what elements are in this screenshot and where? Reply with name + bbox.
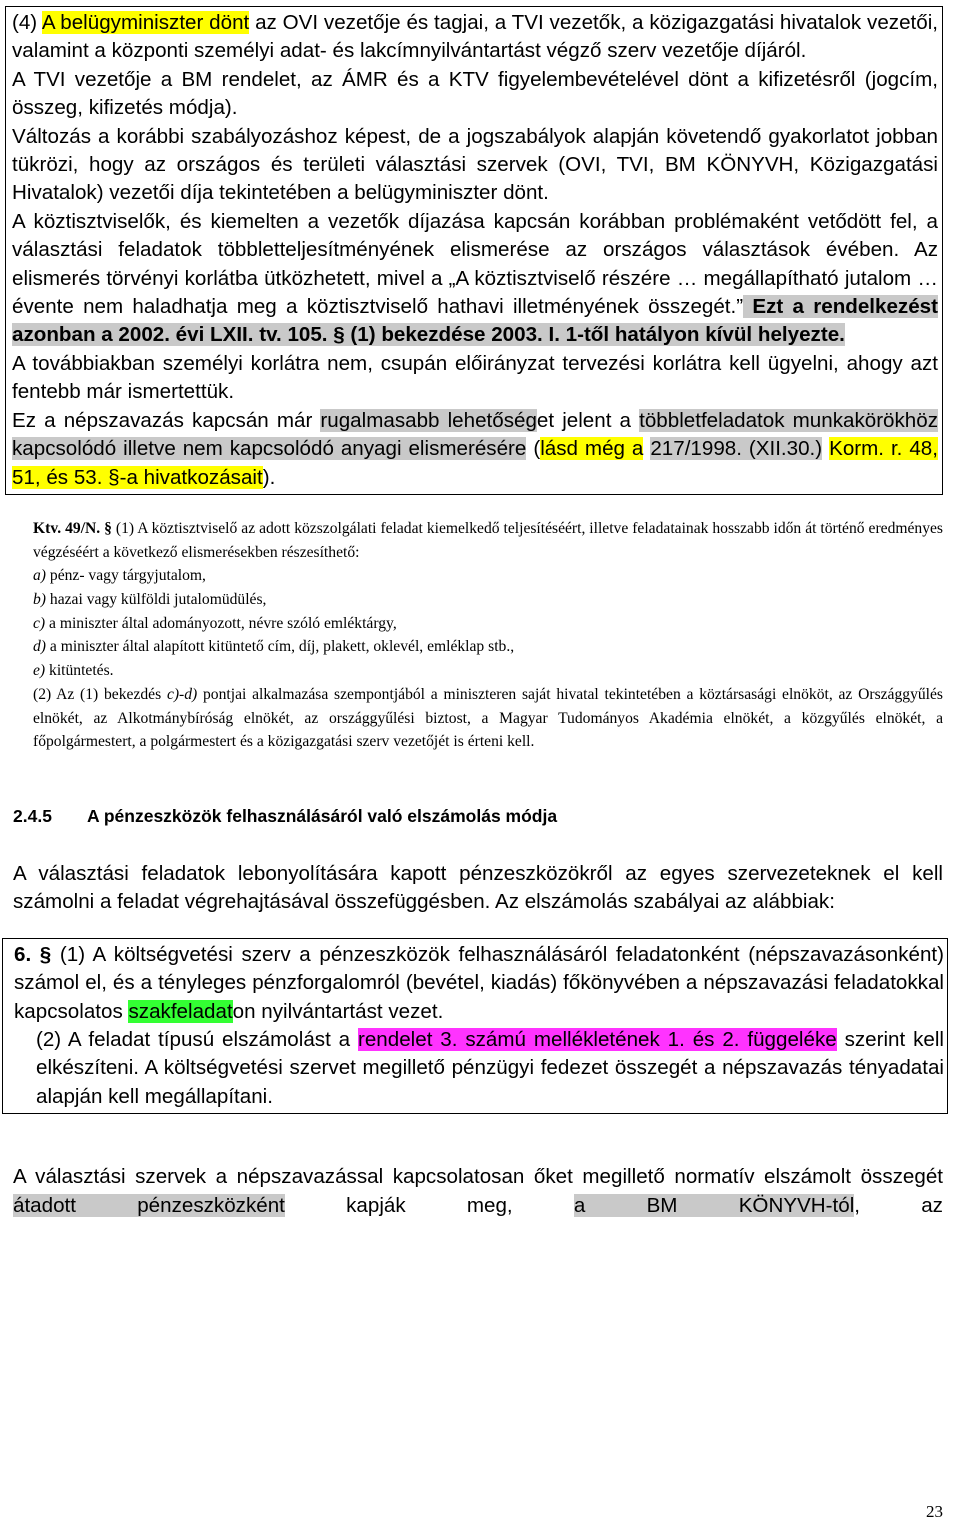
text: az OVI vezetője és tagjai, a TVI vezetők, a közigazgatási hivatalok vezetői, valamint a központi személyi adat- és lakcímnyilvántartást végző szerv vezetője díjáról.	[12, 11, 938, 63]
text: Az elismerés törvényi korlátba ütközhetett, mivel a „A köztisztviselő részére … megállapítható jutalom … évente nem haladhatja meg a köztisztviselő hathavi illetményének összegét.”	[12, 238, 938, 319]
text: , az	[854, 1193, 943, 1217]
ktv-reference: Ktv. 49/N. §	[33, 519, 112, 537]
paragraph-officials	[12, 208, 938, 350]
text: et jelent a	[536, 408, 640, 432]
paragraph-change: Változás a korábbi szabályozáshoz képest, de a jogszabályok alapján követendő gyakorlatot jobban tükrözi, hogy az országos és területi választási szervek (OVI, TVI, BM KÖNYVH, Közigazgatási Hivatalok) vezetői díja tekintetében a belügyminiszter dönt.	[12, 124, 938, 205]
item-key: b)	[33, 591, 46, 609]
text: Ez a népszavazás kapcsán már	[12, 408, 321, 432]
bold-highlight: Ezt a rendelkezést azonban a 2002. évi LXII. tv. 105. § (1) bekezdése 2003. I. 1-től hatályon kívül helyezte.	[12, 295, 938, 347]
highlight-green: szakfeladat	[128, 999, 233, 1023]
item-key: a)	[33, 567, 46, 585]
item-key: c)-d)	[166, 685, 198, 703]
highlight-yellow: A belügyminiszter dönt	[41, 11, 250, 34]
text: pontjai alkalmazása szempontjából a miniszteren saját hivatal tekintetében a köztársasági elnököt, az Országgyűlés elnökét, az Alkotmánybíróság elnökét, az országgyűlési biztost, a Magyar Tudományos Akadémia elnökét, a közgyűlés elnökét, a főpolgármestert, a polgármestert és a közigazgatási szerv vezetőjét is érteni kell.	[33, 685, 943, 751]
text: on nyilvántartást vezet.	[232, 999, 444, 1023]
item-text: pénz- vagy tárgyjutalom,	[46, 567, 206, 585]
closing-paragraph	[13, 1163, 943, 1220]
highlight-grey: 217/1998. (XII.30.)	[650, 437, 823, 461]
paragraph-4	[12, 9, 938, 66]
ktv-item	[13, 635, 943, 659]
highlight-grey: a BM KÖNYVH-tól	[573, 1193, 855, 1217]
item-text: hazai vagy külföldi jutalomüdülés,	[46, 591, 267, 609]
highlight-magenta: rendelet 3. számú mellékletének 1. és 2. függeléke	[358, 1027, 837, 1051]
text: ).	[262, 465, 276, 489]
item-key: d)	[33, 638, 46, 656]
section-intro	[13, 860, 943, 917]
paragraph-further: A továbbiakban személyi korlátra nem, csupán előirányzat tervezési korlátra kell ügyelni, ahogy azt fentebb már ismertettük.	[12, 351, 938, 404]
ktv-paragraph-2	[13, 683, 943, 754]
highlight-yellow: lásd még a	[540, 437, 644, 461]
section-mark: 6. §	[14, 942, 52, 966]
section-title: A pénzeszközök felhasználásáról való elszámolás módja	[87, 805, 558, 826]
section-heading	[13, 804, 943, 828]
paragraph-referendum	[12, 407, 938, 492]
text: kapják meg,	[284, 1193, 574, 1217]
item-text: kitüntetés.	[45, 662, 114, 680]
ktv-item	[13, 588, 943, 612]
item-key: e)	[33, 662, 46, 680]
item-key: c)	[33, 614, 46, 632]
text: (1) A köztisztviselő az adott közszolgálati feladat kiemelkedő teljesítéséért, illetve feladatainak hosszabb időn át történő eredményes végzéséért a következő elismerésekben részesíthető:	[33, 519, 943, 561]
intro-text: A választási feladatok lebonyolítására kapott pénzeszközökről az egyes szervezeteknek el kell számolni a feladat végrehajtásával összefüggésben. Az elszámolás szabályai az alábbiak:	[13, 861, 943, 914]
paragraph-block-1	[5, 6, 943, 495]
page-number: 23	[926, 1502, 943, 1521]
box-paragraph-2	[3, 1026, 947, 1111]
box-paragraph-1	[3, 941, 947, 1026]
text: (2) A feladat típusú elszámolást a	[36, 1027, 358, 1051]
text: A köztisztviselők, és kiemelten a vezetők díjazása kapcsán korábban problémaként vetődött fel, a választási feladatok többletteljesítményének elismerése az országos választások évében.	[12, 209, 938, 262]
document-page	[13, 6, 943, 1220]
highlight-grey: átadott pénzeszközként	[13, 1193, 285, 1217]
section-number: 2.4.5	[13, 805, 52, 826]
ktv-item	[13, 612, 943, 636]
highlight-grey: rugalmasabb lehetőség	[320, 408, 537, 432]
closing-text	[13, 1163, 943, 1220]
text: (	[526, 437, 541, 461]
ktv-quote	[13, 517, 943, 754]
item-text: a miniszter által adományozott, névre szóló emléktárgy,	[45, 614, 397, 632]
paragraph-number: (4)	[12, 11, 42, 34]
ktv-paragraph-1	[13, 517, 943, 564]
highlight-yellow: Korm. r. 48, 51, és 53. §-a hivatkozásait	[12, 437, 938, 489]
text: (1) A költségvetési szerv a pénzeszközök felhasználásáról feladatonként (népszavazásonként) számol el, és a tényleges pénzforgalomról (bevétel, kiadás) főkönyvében a népszavazási feladatokkal kapcsolatos	[14, 942, 944, 1023]
text: A választási szervek a népszavazással kapcsolatosan őket megillető normatív elszámolt összegét	[13, 1165, 943, 1189]
text: szerint kell elkészíteni. A költségvetési szervet megillető pénzügyi fedezet összegét a népszavazás tényadatai alapján kell megállapítani.	[36, 1027, 945, 1108]
highlight-grey: többletfeladatok munkakörökhöz kapcsolódó illetve nem kapcsolódó anyagi elismerésére	[12, 408, 939, 461]
paragraph-tvi: A TVI vezetője a BM rendelet, az ÁMR és a KTV figyelembevételével dönt a kifizetésről (jogcím, összeg, kifizetés módja).	[12, 67, 938, 120]
item-text: a miniszter által alapított kitüntető cím, díj, plakett, oklevél, emléklap stb.,	[46, 638, 515, 656]
ktv-item	[13, 564, 943, 588]
regulation-box	[2, 938, 948, 1114]
text: (2) Az (1) bekezdés	[33, 685, 167, 703]
ktv-item	[13, 659, 943, 683]
